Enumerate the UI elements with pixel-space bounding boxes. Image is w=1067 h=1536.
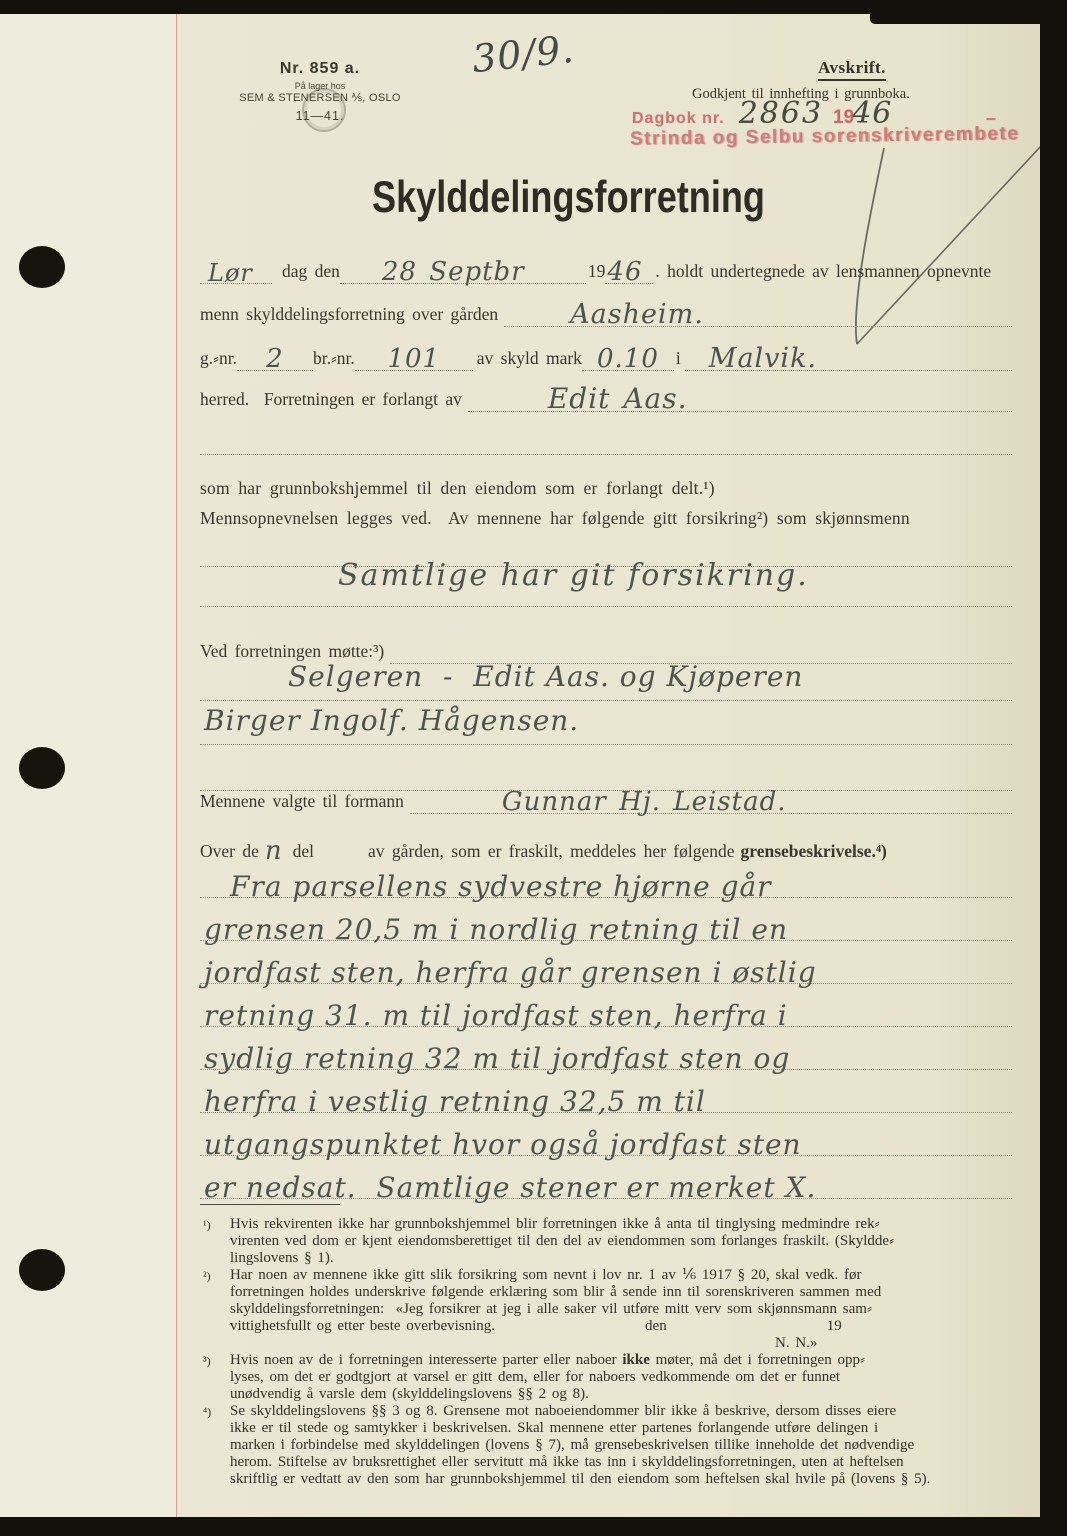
gnr-field (237, 344, 313, 374)
footnote-line (200, 1352, 1040, 1369)
footnote-line (200, 1335, 1040, 1352)
boundary-text: jordfast sten, herfra går grensen i østlig (204, 956, 817, 989)
footnote-line (200, 1216, 1040, 1233)
footnote-text: møter, må det i forretningen opp⸗ (649, 1352, 865, 1368)
avskrift-heading: Avskrift. (818, 58, 886, 81)
footnote-text: Se skylddelingslovens §§ 3 og 8. Grensene mot naboeiendommer blir ikke å beskrive, dersom disses eiere (230, 1403, 897, 1419)
form-line-date (200, 250, 1012, 287)
met-line2-handwritten: Birger Ingolf. Hågensen. (204, 704, 580, 737)
boundary-line (200, 983, 1012, 1032)
boundary-text: grensen 20,5 m i nordlig retning til en (204, 913, 788, 946)
footnote-line (200, 1284, 1040, 1301)
form-line-requester (200, 378, 1012, 415)
chairman-field (410, 787, 1012, 817)
boundary-text: utgangspunktet hvor også jordfast sten (204, 1128, 802, 1161)
document-title: Skylddelingsforretning (372, 172, 765, 222)
boundary-text: Fra parsellens sydvestre hjørne går (230, 870, 772, 903)
footnote-marker: ²) (203, 1269, 211, 1283)
footnote-line (200, 1233, 1040, 1250)
year-field (605, 257, 653, 287)
printed-skyld-mark-label: av skyld mark (476, 348, 582, 368)
handwritten-corner-date: 30/9. (469, 26, 577, 82)
requester-field (468, 382, 1012, 415)
footnote-text: forretningen holdes underskrive følgende erklæring som blir å sende inn til sorenskriveren sammen med (230, 1284, 882, 1300)
printed-farm-label: menn skylddelingsforretning over gården (200, 304, 499, 324)
scan-edge-shadow (870, 14, 1040, 24)
footnote-text: Hvis rekvirenten ikke har grunnbokshjemmel blir forretningen ikke å anta til tinglysing medmindre rek⸗ (230, 1216, 880, 1232)
stamp-dash-mark: – (986, 108, 997, 128)
day-field-value: Lør (208, 259, 253, 287)
footnote-line (200, 1369, 1040, 1386)
printed-i-label: i (675, 348, 681, 368)
assurance-handwritten: Samtlige har git forsikring. (338, 558, 809, 593)
blank-dotted-line (200, 744, 1012, 745)
footnote-line (200, 1403, 1040, 1420)
day-field (200, 259, 272, 287)
over-blank-value: n (264, 836, 283, 866)
footnote-text: Har noen av mennene ikke gitt slik forsikring som nevnt i lov nr. 1 av ⅙ 1917 § 20, skal vedk. før (230, 1267, 862, 1283)
footnote-text: lyses, om det er godtgjort at varsel er gitt dem, eller for naboers vedkommende om det er funnet (230, 1369, 841, 1385)
printer-name: SEM & STENERSEN ⅍, OSLO (239, 92, 401, 104)
footnote-line (200, 1318, 1040, 1335)
blank-dotted-line (200, 700, 1012, 701)
footnote-text: vittighetsfullt og etter beste overbevisning. (230, 1318, 496, 1334)
red-margin-line (176, 14, 177, 1517)
footnote-text: virenten ved dom er kjent eiendomsberettiget til den del av eiendommen som forlanges fraskilt. (Skyldde⸗ (230, 1233, 895, 1249)
printed-del: del (292, 841, 315, 861)
avskrift-note: Godkjent til innhefting i grunnboka. (692, 86, 910, 102)
printed-gnr-label: g.⸗nr. (200, 348, 237, 368)
brnr-value: 101 (387, 344, 441, 374)
footnote-line (200, 1471, 1040, 1488)
footnote-line (200, 1437, 1040, 1454)
farm-name-value: Aasheim. (570, 299, 704, 330)
printed-fraskilt-text: av gården, som er fraskilt, meddeles her følgende (368, 841, 735, 861)
brnr-field (355, 344, 473, 374)
footnote-line (200, 1267, 1040, 1284)
gnr-value: 2 (266, 344, 284, 374)
boundary-text: retning 31. m til jordfast sten, herfra i (204, 999, 788, 1032)
boundary-text: er nedsat. Samtlige stener er merket X. (204, 1171, 817, 1204)
year-field-value: 46 (607, 257, 643, 287)
form-number: Nr. 859 a. (279, 60, 361, 77)
blank-dotted-line (200, 454, 1012, 455)
punch-hole-icon (19, 246, 65, 288)
footnote-marker: ³) (203, 1354, 211, 1368)
district-value: Malvik. (708, 343, 818, 374)
dagbok-stamp-label: Dagbok nr. (632, 110, 725, 127)
boundary-text: sydlig retning 32 m til jordfast sten og (204, 1042, 791, 1075)
date-field (340, 257, 586, 287)
printer-line: På lager hos (294, 81, 346, 91)
boundary-line (200, 897, 1012, 946)
dagbok-year-prefix: 19 (833, 107, 855, 128)
punch-hole-icon (19, 1249, 65, 1291)
footnotes-block (200, 1216, 1040, 1488)
printed-brnr-label: br.⸗nr. (312, 348, 355, 368)
footnote-signature-placeholder: N. N.» (775, 1335, 818, 1351)
printer-imprint (214, 60, 426, 123)
printed-paragraph-hjemmel: som har grunnbokshjemmel til den eiendom som er forlangt delt.¹) (200, 478, 715, 498)
boundary-line (200, 854, 1012, 903)
form-line-chairman (200, 780, 1012, 817)
requester-value: Edit Aas. (547, 382, 688, 415)
paper-sheet (0, 14, 1040, 1517)
footnote-separator (200, 1204, 340, 1205)
footnote-line (200, 1420, 1040, 1437)
printed-requester-label: herred. Forretningen er forlangt av (200, 389, 462, 409)
printed-dag-den: dag den (282, 261, 340, 281)
print-date-code: 11—41. (295, 109, 345, 123)
skyld-mark-field (582, 344, 674, 374)
footnote-bold-word: ikke (622, 1352, 650, 1368)
footnote-text: marken i forbindelse med skylddelingen (lovens § 7), må grensebeskrivelsen tillike inneholde det nødvendige (230, 1437, 915, 1453)
form-line-farm (200, 293, 1012, 330)
form-line-gnr (200, 337, 1012, 374)
printed-holdt-text: . holdt undertegnede av lensmannen opnevnte (655, 261, 992, 281)
footnote-year-blank: 19 (826, 1318, 842, 1334)
met-line1-handwritten: Selgeren - Edit Aas. og Kjøperen (288, 660, 804, 693)
printed-grensebeskrivelse-bold: grensebeskrivelse.⁴) (740, 841, 887, 861)
footnote-text: herom. Stiftelse av bruksrettighet eller servitutt må ikke tas inn i skylddelingsforretningen, uten at heftelsen (230, 1454, 904, 1470)
printed-over-de: Over de (200, 841, 259, 861)
footnote-den-blank: den (645, 1318, 667, 1334)
footnote-text: Hvis noen av de i forretningen interesserte parter eller naboer (230, 1352, 623, 1368)
footnote-text: skylddelingsforretningen: «Jeg forsikrer at jeg i alle saker vil utføre mitt verv som skjønnsmann sam⸗ (230, 1301, 872, 1317)
date-field-value: 28 Septbr (381, 257, 525, 287)
printed-chairman-label: Mennene valgte til formann (200, 791, 404, 811)
boundary-line (200, 1026, 1012, 1075)
printed-met-label: Ved forretningen møtte:³) (200, 641, 385, 661)
footnote-marker: ⁴) (203, 1405, 212, 1419)
boundary-text: herfra i vestlig retning 32,5 m til (204, 1085, 706, 1118)
footnote-marker: ¹) (203, 1218, 211, 1232)
punch-hole-icon (19, 747, 65, 789)
footnote-line (200, 1386, 1040, 1403)
farm-name-field (504, 299, 1012, 330)
printed-year-19: 19 (587, 261, 606, 281)
dagbok-year-handwritten: 46 (852, 96, 893, 131)
chairman-value: Gunnar Hj. Leistad. (501, 787, 787, 817)
footnote-text: ikke er til stede og samtykker i beskrivelsen. Skal mennene etter partenes forlangende utføre delingen i (230, 1420, 879, 1436)
district-field (685, 343, 1012, 374)
footnote-line (200, 1250, 1040, 1267)
footnote-line (200, 1301, 1040, 1318)
footnote-text: unødvendig å varsle dem (skylddelingslovens §§ 2 og 8). (230, 1386, 589, 1402)
printers-mark-icon (302, 88, 346, 132)
dagbok-number-handwritten: 2863 (738, 96, 824, 131)
court-office-stamp: Strinda og Selbu sorenskriverembete (629, 123, 1020, 150)
boundary-line (200, 1155, 1012, 1204)
blank-dotted-line (200, 606, 1012, 607)
skyld-mark-value: 0.10 (596, 344, 659, 374)
boundary-line (200, 1069, 1012, 1118)
footnote-line (200, 1454, 1040, 1471)
boundary-line (200, 1112, 1012, 1161)
boundary-line (200, 940, 1012, 989)
printed-paragraph-opnevnelse: Mennsopnevnelsen legges ved. Av mennene har følgende gitt forsikring²) som skjønnsmenn (200, 508, 910, 528)
footnote-text: lingslovens § 1). (230, 1250, 334, 1266)
footnote-text: skriftlig er vedtatt av den som har grunnbokshjemmel til den eiendom som heftelsen skal hvile på (lovens § 5). (230, 1471, 931, 1487)
